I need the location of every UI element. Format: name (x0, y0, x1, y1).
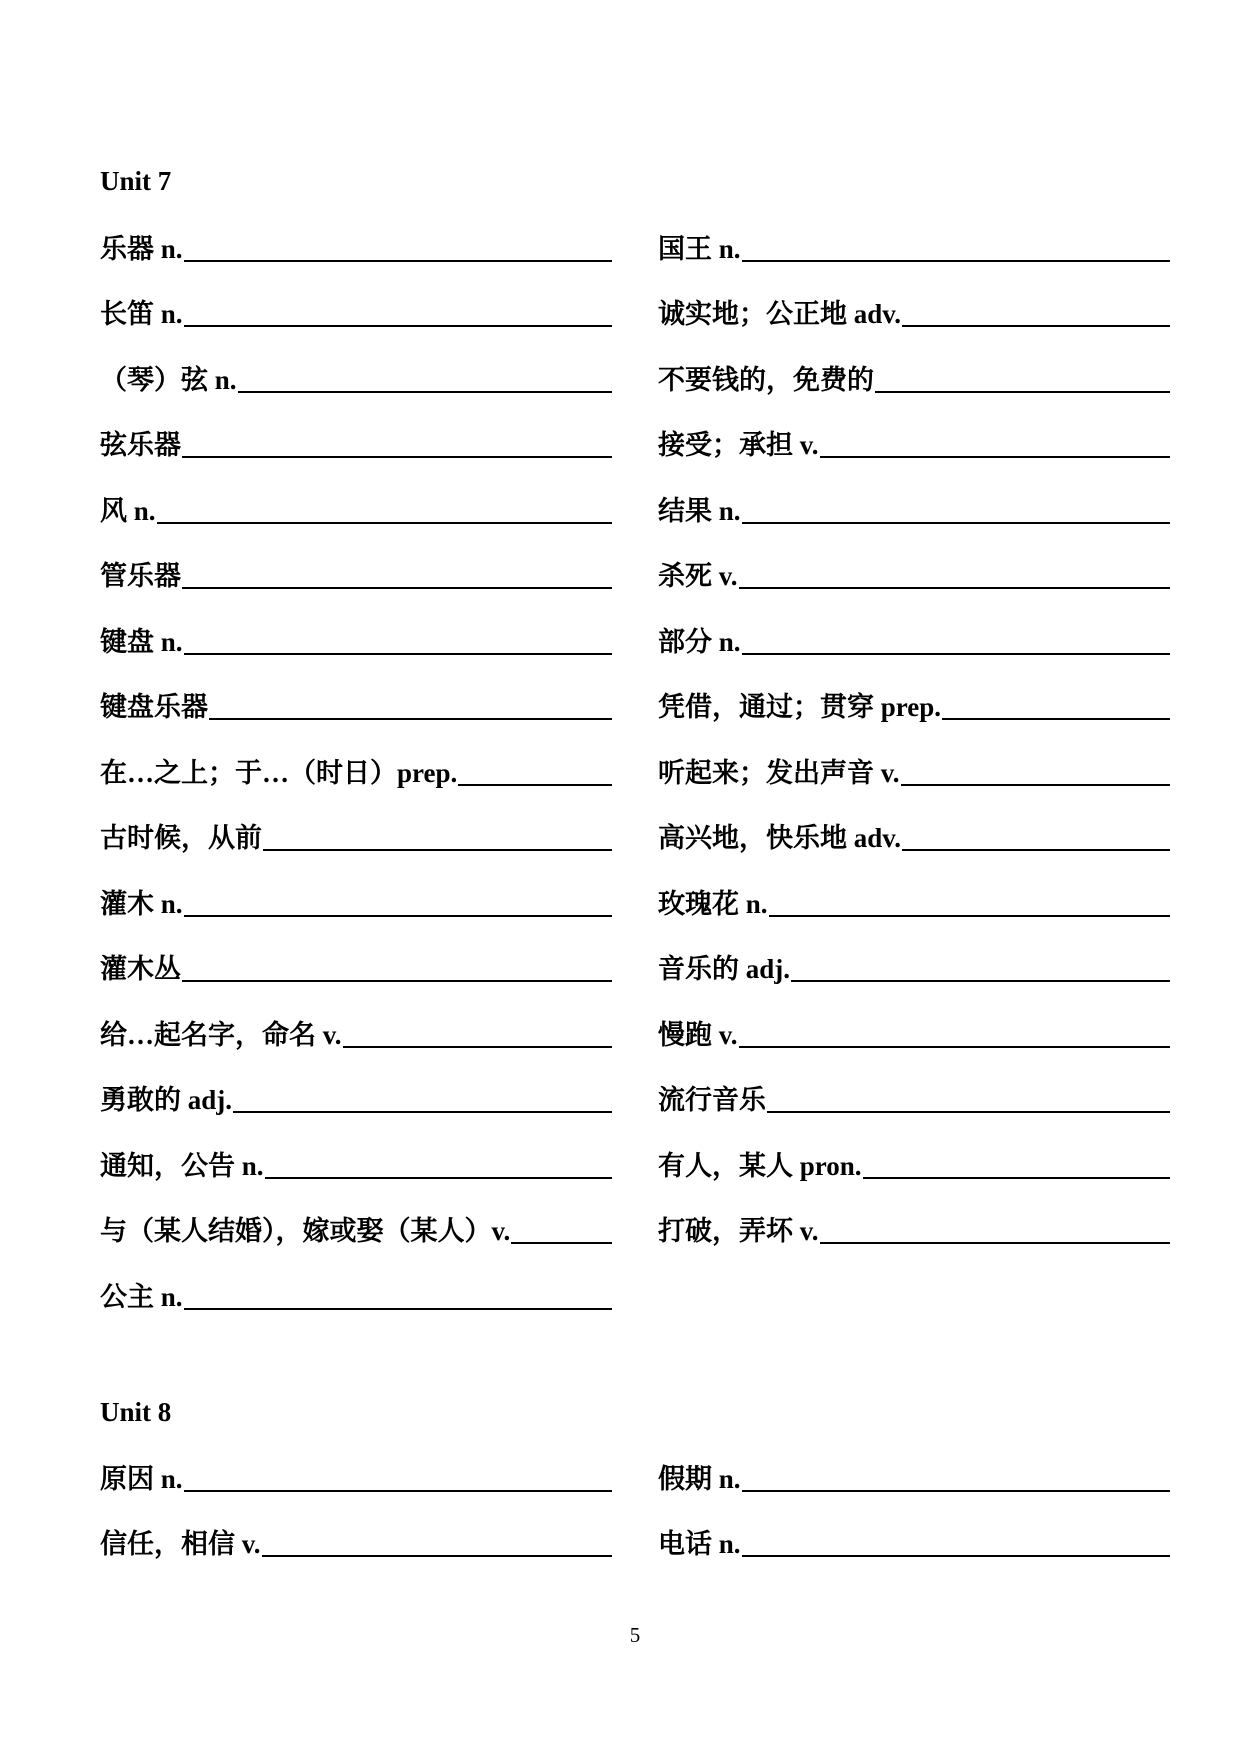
vocab-prompt: 键盘 n. (100, 626, 183, 657)
vocab-item (100, 1247, 612, 1313)
answer-blank[interactable] (769, 915, 1170, 917)
answer-blank[interactable] (263, 849, 612, 851)
vocab-prompt: 乐器 n. (100, 233, 183, 264)
answer-blank[interactable] (343, 1046, 612, 1048)
unit-7-heading: Unit 7 (100, 166, 172, 196)
vocab-item (100, 854, 612, 920)
answer-blank[interactable] (820, 1242, 1170, 1244)
answer-blank[interactable] (182, 587, 612, 589)
vocab-prompt: 部分 n. (658, 626, 741, 657)
answer-blank[interactable] (742, 1490, 1170, 1492)
answer-blank[interactable] (875, 391, 1170, 393)
vocab-item (658, 723, 1170, 789)
vocab-item (100, 1051, 612, 1117)
vocab-prompt: 国王 n. (658, 233, 741, 264)
answer-blank[interactable] (238, 391, 612, 393)
vocab-item (658, 985, 1170, 1051)
vocab-item (100, 330, 612, 396)
vocab-prompt: 杀死 v. (658, 561, 738, 591)
vocab-item (100, 1182, 612, 1248)
vocab-prompt: 在…之上；于…（时日）prep. (100, 757, 458, 788)
vocab-prompt: 不要钱的，免费的 (658, 364, 874, 395)
vocab-prompt: 电话 n. (658, 1529, 741, 1559)
vocab-prompt: 假期 n. (658, 1463, 741, 1494)
vocab-item (658, 1429, 1170, 1495)
answer-blank[interactable] (742, 522, 1170, 524)
vocab-prompt: 接受；承担 v. (658, 430, 819, 460)
vocab-item (100, 1429, 612, 1495)
answer-blank[interactable] (739, 1046, 1170, 1048)
answer-blank[interactable] (791, 980, 1170, 982)
page-number: 5 (629, 1623, 641, 1647)
vocab-prompt: 原因 n. (100, 1463, 183, 1494)
vocab-item (658, 265, 1170, 331)
answer-blank[interactable] (262, 1555, 612, 1557)
answer-blank[interactable] (233, 1111, 612, 1113)
unit-7-left-column (100, 199, 612, 1313)
vocab-prompt: 打破，弄坏 v. (658, 1216, 819, 1246)
vocab-item (100, 265, 612, 331)
unit-8-right-column (658, 1429, 1170, 1560)
vocab-item (658, 920, 1170, 986)
vocab-item (100, 396, 612, 462)
vocab-item (100, 527, 612, 593)
vocab-prompt: 管乐器 (100, 561, 181, 591)
unit-7-right-column (658, 199, 1170, 1247)
answer-blank[interactable] (184, 915, 612, 917)
answer-blank[interactable] (902, 325, 1170, 327)
vocab-prompt: 流行音乐 (658, 1085, 766, 1115)
vocab-item (100, 1116, 612, 1182)
vocab-item (658, 461, 1170, 527)
vocab-item (100, 658, 612, 724)
vocab-item (658, 854, 1170, 920)
answer-blank[interactable] (184, 1308, 612, 1310)
answer-blank[interactable] (739, 587, 1170, 589)
answer-blank[interactable] (742, 653, 1170, 655)
vocab-item (658, 199, 1170, 265)
vocab-item (658, 1495, 1170, 1561)
answer-blank[interactable] (511, 1242, 612, 1244)
answer-blank[interactable] (182, 456, 612, 458)
vocab-prompt: 灌木 n. (100, 888, 183, 919)
vocab-item (658, 1182, 1170, 1248)
vocab-prompt: （琴）弦 n. (100, 364, 237, 395)
answer-blank[interactable] (742, 260, 1170, 262)
answer-blank[interactable] (742, 1555, 1170, 1557)
vocab-prompt: 慢跑 v. (658, 1019, 738, 1050)
vocab-prompt: 信任，相信 v. (100, 1529, 261, 1559)
vocab-item (100, 1495, 612, 1561)
answer-blank[interactable] (184, 1490, 612, 1492)
answer-blank[interactable] (863, 1177, 1170, 1179)
answer-blank[interactable] (184, 653, 612, 655)
vocab-prompt: 高兴地，快乐地 adv. (658, 823, 902, 853)
answer-blank[interactable] (182, 980, 612, 982)
vocab-prompt: 键盘乐器 (100, 692, 208, 722)
answer-blank[interactable] (184, 260, 612, 262)
vocab-prompt: 弦乐器 (100, 430, 181, 460)
vocab-prompt: 与（某人结婚），嫁或娶（某人）v. (100, 1216, 511, 1246)
vocab-item (658, 396, 1170, 462)
vocab-item (658, 658, 1170, 724)
answer-blank[interactable] (767, 1111, 1170, 1113)
vocab-prompt: 有人，某人 pron. (658, 1150, 862, 1181)
vocab-prompt: 玫瑰花 n. (658, 888, 768, 919)
answer-blank[interactable] (901, 784, 1170, 786)
vocab-item (658, 527, 1170, 593)
answer-blank[interactable] (157, 522, 612, 524)
vocab-item (658, 789, 1170, 855)
answer-blank[interactable] (265, 1177, 612, 1179)
vocab-item (658, 592, 1170, 658)
vocab-item (658, 1116, 1170, 1182)
vocab-prompt: 风 n. (100, 495, 156, 526)
vocab-prompt: 勇敢的 adj. (100, 1085, 233, 1115)
vocab-prompt: 长笛 n. (100, 299, 183, 329)
vocab-prompt: 公主 n. (100, 1281, 183, 1312)
vocab-prompt: 听起来；发出声音 v. (658, 757, 900, 788)
vocab-prompt: 音乐的 adj. (658, 954, 791, 984)
answer-blank[interactable] (458, 784, 612, 786)
vocab-item (100, 789, 612, 855)
vocab-prompt: 诚实地；公正地 adv. (658, 299, 902, 329)
vocab-item (100, 199, 612, 265)
vocab-prompt: 灌木丛 (100, 954, 181, 984)
vocab-prompt: 通知，公告 n. (100, 1150, 264, 1181)
unit-8-heading: Unit 8 (100, 1397, 172, 1427)
answer-blank[interactable] (942, 718, 1170, 720)
vocab-item (100, 920, 612, 986)
unit-8-left-column (100, 1429, 612, 1560)
answer-blank[interactable] (184, 325, 612, 327)
vocab-item (658, 1051, 1170, 1117)
answer-blank[interactable] (820, 456, 1170, 458)
vocab-item (100, 985, 612, 1051)
answer-blank[interactable] (902, 849, 1170, 851)
vocab-item (658, 330, 1170, 396)
answer-blank[interactable] (209, 718, 612, 720)
vocab-item (100, 461, 612, 527)
vocab-prompt: 给…起名字，命名 v. (100, 1019, 342, 1050)
vocab-item (100, 592, 612, 658)
vocab-prompt: 古时候，从前 (100, 823, 262, 853)
vocab-prompt: 结果 n. (658, 495, 741, 526)
vocab-item (100, 723, 612, 789)
vocab-prompt: 凭借，通过；贯穿 prep. (658, 692, 942, 722)
